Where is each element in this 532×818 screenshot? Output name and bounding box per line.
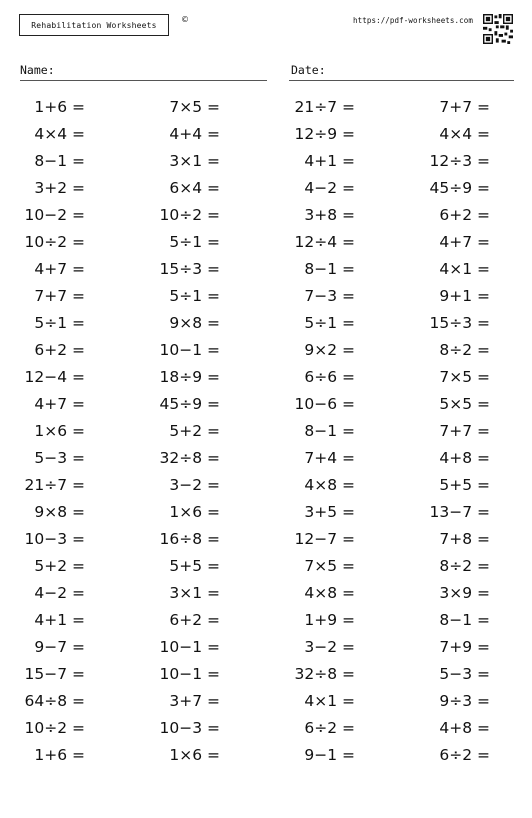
math-problem: 8÷2 = — [439, 341, 490, 359]
math-problem: 15−7 = — [24, 665, 85, 683]
math-problem: 9×2 = — [304, 341, 355, 359]
math-problem: 15÷3 = — [429, 314, 490, 332]
math-problem: 4×1 = — [304, 692, 355, 710]
math-problem: 3×1 = — [169, 584, 220, 602]
math-problem: 4+4 = — [169, 125, 220, 143]
math-problem: 8−1 = — [304, 260, 355, 278]
problem-row — [0, 368, 532, 394]
problem-row — [0, 611, 532, 637]
problem-row — [0, 746, 532, 772]
problem-row — [0, 530, 532, 556]
math-problem: 12−4 = — [24, 368, 85, 386]
math-problem: 7+7 = — [34, 287, 85, 305]
problem-row — [0, 503, 532, 529]
math-problem: 12−7 = — [294, 530, 355, 548]
math-problem: 5+2 = — [34, 557, 85, 575]
math-problem: 3−2 = — [169, 476, 220, 494]
math-problem: 21÷7 = — [24, 476, 85, 494]
problem-row — [0, 476, 532, 502]
math-problem: 12÷4 = — [294, 233, 355, 251]
math-problem: 3+8 = — [304, 206, 355, 224]
math-problem: 8−1 = — [439, 611, 490, 629]
problem-row — [0, 125, 532, 151]
math-problem: 4+1 = — [34, 611, 85, 629]
math-problem: 10−1 = — [159, 341, 220, 359]
math-problem: 10−1 = — [159, 665, 220, 683]
math-problem: 3×9 = — [439, 584, 490, 602]
problem-row — [0, 719, 532, 745]
math-problem: 6÷2 = — [439, 746, 490, 764]
problem-row — [0, 557, 532, 583]
math-problem: 1+9 = — [304, 611, 355, 629]
math-problem: 4−2 = — [34, 584, 85, 602]
math-problem: 3+5 = — [304, 503, 355, 521]
math-problem: 5+5 = — [169, 557, 220, 575]
math-problem: 1×6 = — [169, 503, 220, 521]
problem-row — [0, 179, 532, 205]
math-problem: 3+7 = — [169, 692, 220, 710]
problem-row — [0, 422, 532, 448]
problem-row — [0, 665, 532, 691]
problem-row — [0, 98, 532, 124]
math-problem: 16÷8 = — [159, 530, 220, 548]
math-problem: 9÷3 = — [439, 692, 490, 710]
math-problem: 5÷1 = — [304, 314, 355, 332]
math-problem: 9×8 = — [34, 503, 85, 521]
name-label: Name: — [20, 63, 55, 77]
math-problem: 6+2 = — [34, 341, 85, 359]
math-problem: 10−3 = — [159, 719, 220, 737]
problem-row — [0, 341, 532, 367]
qr-code-icon — [483, 14, 513, 44]
math-problem: 12÷3 = — [429, 152, 490, 170]
math-problem: 5÷1 = — [169, 287, 220, 305]
math-problem: 13−7 = — [429, 503, 490, 521]
math-problem: 12÷9 = — [294, 125, 355, 143]
name-field[interactable] — [20, 80, 267, 81]
problem-row — [0, 449, 532, 475]
math-problem: 9+1 = — [439, 287, 490, 305]
site-url[interactable]: https://pdf-worksheets.com — [353, 16, 473, 25]
math-problem: 3+2 = — [34, 179, 85, 197]
math-problem: 10÷2 = — [24, 719, 85, 737]
math-problem: 6+2 = — [169, 611, 220, 629]
math-problem: 10−1 = — [159, 638, 220, 656]
math-problem: 32÷8 = — [159, 449, 220, 467]
math-problem: 4×1 = — [439, 260, 490, 278]
math-problem: 6×4 = — [169, 179, 220, 197]
math-problem: 6÷2 = — [304, 719, 355, 737]
problem-row — [0, 206, 532, 232]
math-problem: 5×5 = — [439, 395, 490, 413]
math-problem: 7+9 = — [439, 638, 490, 656]
math-problem: 5−3 = — [439, 665, 490, 683]
math-problem: 1×6 = — [34, 422, 85, 440]
math-problem: 45÷9 = — [159, 395, 220, 413]
math-problem: 8−1 = — [34, 152, 85, 170]
math-problem: 15÷3 = — [159, 260, 220, 278]
math-problem: 5−3 = — [34, 449, 85, 467]
math-problem: 21÷7 = — [294, 98, 355, 116]
math-problem: 4+8 = — [439, 449, 490, 467]
math-problem: 4+8 = — [439, 719, 490, 737]
math-problem: 4×8 = — [304, 584, 355, 602]
math-problem: 7+7 = — [439, 422, 490, 440]
math-problem: 18÷9 = — [159, 368, 220, 386]
math-problem: 3−2 = — [304, 638, 355, 656]
math-problem: 7+4 = — [304, 449, 355, 467]
problem-row — [0, 692, 532, 718]
math-problem: 5÷1 = — [34, 314, 85, 332]
math-problem: 4+7 = — [439, 233, 490, 251]
math-problem: 9×8 = — [169, 314, 220, 332]
math-problem: 7×5 = — [304, 557, 355, 575]
math-problem: 10÷2 = — [159, 206, 220, 224]
math-problem: 5+5 = — [439, 476, 490, 494]
problem-row — [0, 638, 532, 664]
math-problem: 45÷9 = — [429, 179, 490, 197]
math-problem: 1×6 = — [169, 746, 220, 764]
math-problem: 7+7 = — [439, 98, 490, 116]
problem-row — [0, 287, 532, 313]
date-label: Date: — [291, 63, 326, 77]
math-problem: 9−1 = — [304, 746, 355, 764]
math-problem: 1+6 = — [34, 746, 85, 764]
problem-row — [0, 314, 532, 340]
problem-row — [0, 584, 532, 610]
problem-row — [0, 152, 532, 178]
date-field[interactable] — [289, 80, 514, 81]
math-problem: 6÷6 = — [304, 368, 355, 386]
math-problem: 10÷2 = — [24, 233, 85, 251]
math-problem: 8÷2 = — [439, 557, 490, 575]
math-problem: 7−3 = — [304, 287, 355, 305]
math-problem: 10−2 = — [24, 206, 85, 224]
math-problem: 5+2 = — [169, 422, 220, 440]
math-problem: 32÷8 = — [294, 665, 355, 683]
math-problem: 4×8 = — [304, 476, 355, 494]
math-problem: 4+1 = — [304, 152, 355, 170]
math-problem: 6+2 = — [439, 206, 490, 224]
math-problem: 4−2 = — [304, 179, 355, 197]
math-problem: 3×1 = — [169, 152, 220, 170]
math-problem: 7×5 = — [169, 98, 220, 116]
math-problem: 4+7 = — [34, 260, 85, 278]
math-problem: 64÷8 = — [24, 692, 85, 710]
math-problem: 4×4 = — [34, 125, 85, 143]
math-problem: 10−3 = — [24, 530, 85, 548]
math-problem: 10−6 = — [294, 395, 355, 413]
problem-row — [0, 395, 532, 421]
math-problem: 9−7 = — [34, 638, 85, 656]
problem-row — [0, 233, 532, 259]
math-problem: 5÷1 = — [169, 233, 220, 251]
math-problem: 4+7 = — [34, 395, 85, 413]
math-problem: 4×4 = — [439, 125, 490, 143]
problem-row — [0, 260, 532, 286]
worksheet-title: Rehabilitation Worksheets — [19, 14, 169, 36]
math-problem: 1+6 = — [34, 98, 85, 116]
math-problem: 8−1 = — [304, 422, 355, 440]
math-problem: 7+8 = — [439, 530, 490, 548]
copyright-mark: © — [181, 15, 189, 24]
math-problem: 7×5 = — [439, 368, 490, 386]
